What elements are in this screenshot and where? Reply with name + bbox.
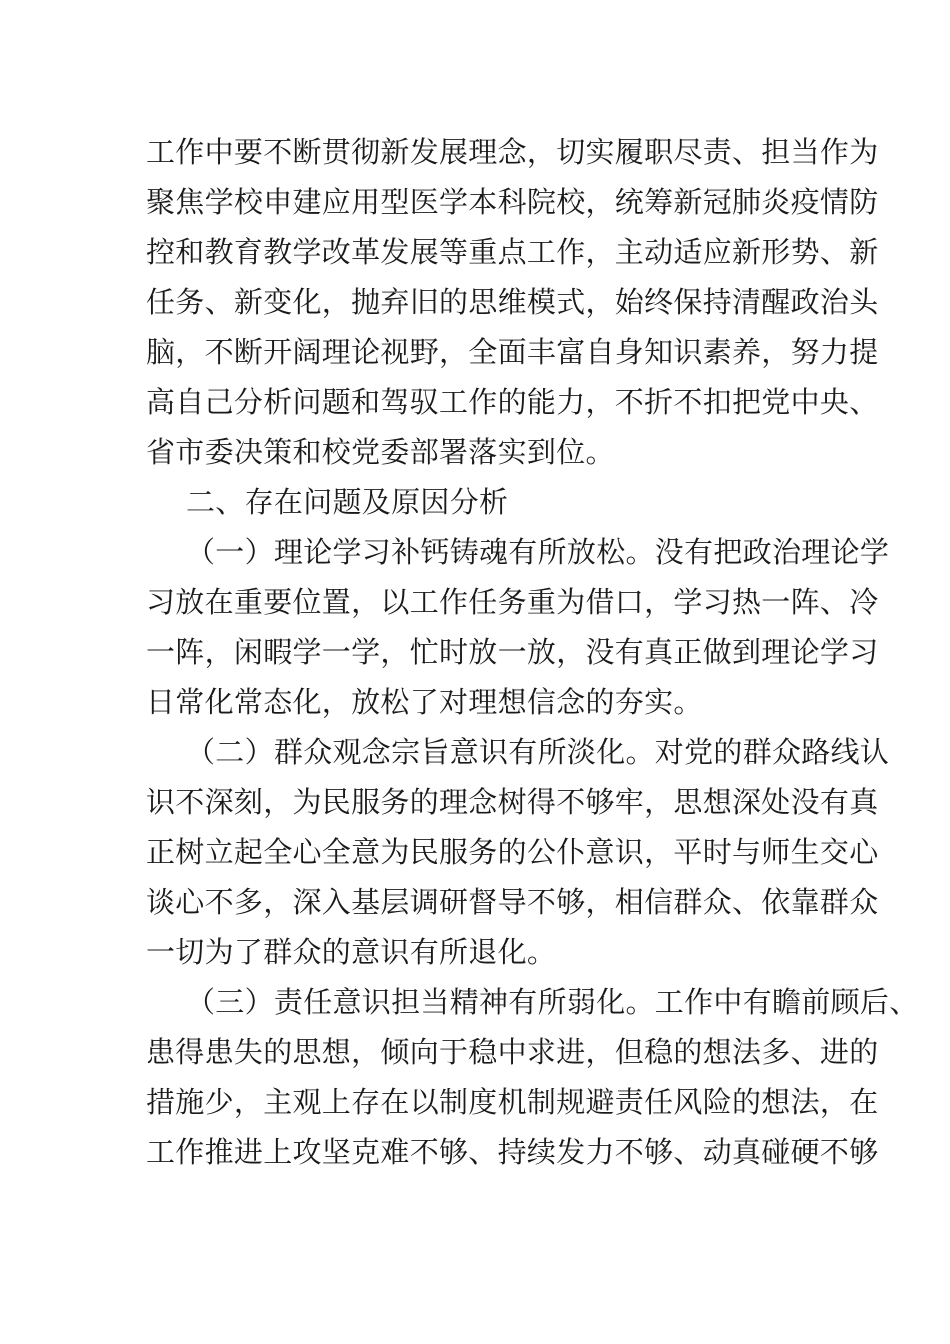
subsection-heading-line: （一）理论学习补钙铸魂有所放松。没有把政治理论学 xyxy=(186,535,890,569)
text-line: 工作推进上攻坚克难不够、持续发力不够、动真碰硬不够 xyxy=(146,1135,879,1169)
text-line: 任务、新变化，抛弃旧的思维模式，始终保持清醒政治头 xyxy=(146,285,879,319)
text-line: 高自己分析问题和驾驭工作的能力，不折不扣把党中央、 xyxy=(146,385,879,419)
text-line: 控和教育教学改革发展等重点工作，主动适应新形势、新 xyxy=(146,235,879,269)
text-line: 日常化常态化，放松了对理想信念的夯实。 xyxy=(146,685,703,719)
text-line: 聚焦学校申建应用型医学本科院校，统筹新冠肺炎疫情防 xyxy=(146,185,879,219)
subsection-heading-line: （二）群众观念宗旨意识有所淡化。对党的群众路线认 xyxy=(186,735,890,769)
text-line: 一切为了群众的意识有所退化。 xyxy=(146,935,557,969)
text-line: 措施少，主观上存在以制度机制规避责任风险的想法，在 xyxy=(146,1085,879,1119)
text-line: 脑，不断开阔理论视野，全面丰富自身知识素养，努力提 xyxy=(146,335,879,369)
text-line: 识不深刻，为民服务的理念树得不够牢，思想深处没有真 xyxy=(146,785,879,819)
text-line: 患得患失的思想，倾向于稳中求进，但稳的想法多、进的 xyxy=(146,1035,879,1069)
subsection-heading-line: （三）责任意识担当精神有所弱化。工作中有瞻前顾后、 xyxy=(186,985,919,1019)
text-line: 习放在重要位置，以工作任务重为借口，学习热一阵、冷 xyxy=(146,585,879,619)
section-heading: 二、存在问题及原因分析 xyxy=(186,485,509,519)
text-line: 一阵，闲暇学一学，忙时放一放，没有真正做到理论学习 xyxy=(146,635,879,669)
text-line: 省市委决策和校党委部署落实到位。 xyxy=(146,435,615,469)
text-line: 谈心不多，深入基层调研督导不够，相信群众、依靠群众 xyxy=(146,885,879,919)
text-line: 工作中要不断贯彻新发展理念，切实履职尽责、担当作为 xyxy=(146,135,879,169)
text-line: 正树立起全心全意为民服务的公仆意识，平时与师生交心 xyxy=(146,835,879,869)
